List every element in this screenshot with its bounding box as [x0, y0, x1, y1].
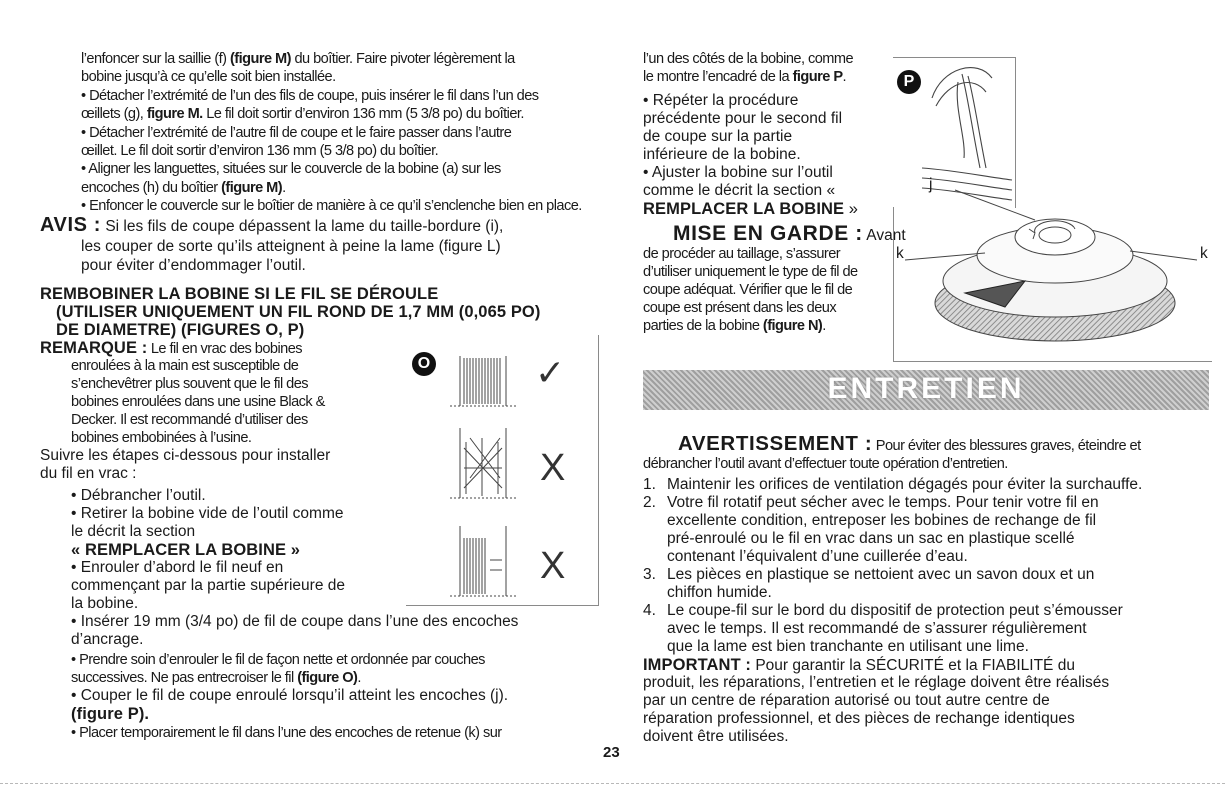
mise-line-4: coupe adéquat. Vérifier que le fil de: [643, 282, 853, 298]
avertissement-text: Pour éviter des blessures graves, éteindre et: [872, 438, 1141, 454]
figure-o-spool-diagrams: [430, 338, 600, 604]
mise-line-2: de procéder au taillage, s’assurer: [643, 246, 841, 262]
avis-text: Si les fils de coupe dépassent la lame du taille-bordure (i),: [101, 218, 504, 235]
figure-ref: figure P: [792, 69, 843, 86]
right-step-3: de coupe sur la partie: [643, 128, 793, 145]
step-enrouler: • Enrouler d’abord le fil neuf en: [71, 559, 284, 576]
figure-ref: figure M.: [146, 106, 203, 123]
remplacer-text: REMPLACER LA BOBINE: [643, 200, 845, 218]
mise-en-garde-text: Avant: [862, 227, 906, 244]
text-segment: bobine jusqu’à ce qu’elle soit bien installée.: [81, 69, 336, 86]
step-retirer-2: le décrit la section: [71, 523, 196, 540]
successives-text: successives. Ne pas entrecroiser le fil: [71, 670, 298, 686]
remarque-line-1: [40, 339, 302, 358]
maint-item-4-line-2: avec le temps. Il est recommandé de s’assurer régulièrement: [667, 620, 1087, 637]
important-line-4: réparation professionnel, et des pièces de rechange identiques: [643, 710, 1075, 727]
entretien-title: ENTRETIEN: [827, 372, 1025, 405]
item-text: Votre fil rotatif peut sécher avec le temps. Pour tenir votre fil en: [667, 494, 1099, 511]
bottom-border-line: [0, 783, 1225, 784]
remplacer-close: »: [844, 200, 859, 218]
mise-en-garde-label: MISE EN GARDE :: [673, 222, 863, 245]
label-k-left: k: [896, 245, 904, 262]
item-text: Le coupe-fil sur le bord du dispositif de protection peut s’émousser: [667, 602, 1123, 619]
item-number: 2.: [643, 494, 656, 511]
maint-item-2-line-4: contenant l’équivalent d’une cuillerée d’eau.: [667, 548, 968, 565]
text-segment: .: [842, 69, 847, 86]
text-segment: • Aligner les languettes, situées sur le couvercle de la bobine (a) sur les: [81, 161, 501, 178]
avertissement-line-1: [678, 432, 1141, 456]
figure-n-spool-diagram: [905, 185, 1200, 345]
item-number: 3.: [643, 566, 656, 583]
x-mark-1: X: [540, 447, 566, 489]
right-step-6: comme le décrit la section «: [643, 182, 836, 199]
figure-ref: (figure M): [229, 51, 291, 67]
maint-item-1: [643, 476, 1142, 494]
important-line-5: doivent être utilisées.: [643, 728, 789, 745]
check-mark: ✓: [535, 352, 566, 393]
right-step-2: précédente pour le second fil: [643, 110, 843, 127]
mise-last-text: parties de la bobine: [643, 318, 763, 334]
mise-last-end: .: [822, 318, 826, 334]
remarque-line-5: Decker. Il est recommandé d’utiliser des: [71, 412, 308, 428]
text-segment: œillet. Le fil doit sortir d’environ 136 mm (5 3/8 po) du boîtier.: [81, 143, 439, 160]
important-text: Pour garantir la SÉCURITÉ et la FIABILITÉ du: [751, 657, 1075, 674]
right-ref-remplacer: [643, 200, 858, 219]
text-segment: Le fil doit sortir d’environ 136 mm (5 3/8 po) du boîtier.: [202, 106, 524, 123]
suivre-line-1: Suivre les étapes ci-dessous pour installer: [40, 447, 331, 464]
text-line: [81, 197, 582, 215]
intro-paragraph: [81, 50, 582, 216]
spool-crossed: [450, 428, 516, 498]
x-mark-2: X: [540, 545, 566, 587]
text-line: [81, 179, 582, 197]
remarque-label: REMARQUE :: [40, 339, 148, 357]
item-number: 4.: [643, 602, 656, 619]
spool-uneven: [450, 526, 516, 596]
figure-n-ref: (figure N): [762, 318, 823, 334]
figure-p-badge: P: [897, 70, 921, 94]
spool-correct: [450, 356, 516, 406]
item-text: Les pièces en plastique se nettoient avec un savon doux et un: [667, 566, 1095, 583]
text-line: [81, 50, 582, 68]
avis-line-1: [40, 216, 503, 236]
mise-line-6: [643, 317, 826, 335]
remarque-line-4: bobines enroulées dans une usine Black &: [71, 394, 325, 410]
figure-p-spool-notch-diagram: [922, 58, 1014, 206]
text-line: [643, 68, 853, 86]
mise-line-5: coupe est présent dans les deux: [643, 300, 837, 316]
section-heading-3: DE DIAMETRE) (FIGURES O, P): [56, 321, 305, 339]
avis-line-3: pour éviter d’endommager l’outil.: [81, 257, 306, 274]
text-segment: • Détacher l’extrémité de l’autre fil de coupe et le faire passer dans l’autre: [81, 124, 512, 141]
ref-remplacer-bobine: « REMPLACER LA BOBINE »: [71, 541, 301, 559]
avertissement-label: AVERTISSEMENT :: [678, 432, 873, 455]
important-label: IMPORTANT :: [643, 656, 752, 674]
text-line: [81, 142, 582, 160]
text-line: [81, 68, 582, 86]
right-step-4: inférieure de la bobine.: [643, 146, 801, 163]
text-segment: • Enfoncer le couvercle sur le boîtier de manière à ce qu’il s’enclenche bien en place.: [81, 198, 582, 215]
label-k-right: k: [1200, 245, 1208, 262]
maint-item-3: [643, 566, 1094, 584]
important-line-1: [643, 656, 1075, 675]
figure-p-ref: (figure P).: [71, 705, 150, 723]
text-segment: du boîtier. Faire pivoter légèrement la: [290, 51, 515, 67]
text-segment: l’enfoncer sur la saillie (f): [81, 51, 230, 67]
text-line: [643, 50, 853, 68]
text-segment: œillets (g),: [81, 106, 147, 123]
label-j: j: [929, 176, 933, 193]
step-placer: • Placer temporairement le fil dans l’une des encoches de retenue (k) sur: [71, 725, 502, 741]
right-step-1: • Répéter la procédure: [643, 92, 799, 109]
step-retirer: • Retirer la bobine vide de l’outil comme: [71, 505, 344, 522]
item-text: Maintenir les orifices de ventilation dégagés pour éviter la surchauffe.: [667, 476, 1143, 493]
step-prendre: • Prendre soin d’enrouler le fil de façon nette et ordonnée par couches: [71, 652, 485, 668]
important-line-2: produit, les réparations, l’entretien et le réglage doivent être réalisés: [643, 674, 1110, 691]
text-line: [81, 160, 582, 178]
step-inserer: • Insérer 19 mm (3/4 po) de fil de coupe dans l’une des encoches: [71, 613, 519, 630]
text-segment: l’un des côtés de la bobine, comme: [643, 51, 854, 67]
mise-line-3: d’utiliser uniquement le type de fil de: [643, 264, 858, 280]
figure-o-badge: O: [412, 352, 436, 376]
right-step-5: • Ajuster la bobine sur l’outil: [643, 164, 833, 181]
remarque-line-3: s’enchevêtrer plus souvent que le fil des: [71, 376, 309, 392]
maint-item-4-line-3: que la lame est bien tranchante en utilisant une lime.: [667, 638, 1029, 655]
avis-label: AVIS :: [40, 214, 102, 236]
text-segment: le montre l’encadré de la: [643, 69, 793, 86]
figure-ref: (figure M): [221, 179, 283, 196]
successives-end: .: [357, 670, 361, 686]
item-number: 1.: [643, 476, 656, 493]
maint-item-2-line-3: pré-enroulé ou le fil en vrac dans un sac en plastique scellé: [667, 530, 1075, 547]
maint-item-3-line-2: chiffon humide.: [667, 584, 772, 601]
text-segment: • Détacher l’extrémité de l’un des fils de coupe, puis insérer le fil dans l’un des: [81, 87, 539, 104]
step-successives: [71, 669, 361, 687]
avertissement-line-2: débrancher l’outil avant d’effectuer toute opération d’entretien.: [643, 456, 1008, 472]
page-number: 23: [603, 744, 620, 761]
remarque-text: Le fil en vrac des bobines: [147, 341, 303, 357]
right-col-intro: [643, 50, 853, 87]
text-line: [81, 87, 582, 105]
maint-item-2-line-2: excellente condition, entreposer les bobines de rechange de fil: [667, 512, 1097, 529]
section-heading-1: REMBOBINER LA BOBINE SI LE FIL SE DÉROULE: [40, 285, 439, 303]
step-couper: • Couper le fil de coupe enroulé lorsqu’il atteint les encoches (j).: [71, 687, 509, 704]
suivre-line-2: du fil en vrac :: [40, 465, 137, 482]
maint-item-2: [643, 494, 1099, 512]
step-enrouler-3: la bobine.: [71, 595, 139, 612]
remarque-line-2: enroulées à la main est susceptible de: [71, 358, 299, 374]
maint-item-4: [643, 602, 1123, 620]
text-line: [81, 124, 582, 142]
section-heading-2: (UTILISER UNIQUEMENT UN FIL ROND DE 1,7 MM (0,065 PO): [56, 303, 541, 321]
mise-en-garde-line-1: [673, 222, 906, 246]
text-line: [81, 105, 582, 123]
text-segment: encoches (h) du boîtier: [81, 179, 222, 196]
figure-o-ref: (figure O): [297, 670, 358, 686]
step-enrouler-2: commençant par la partie supérieure de: [71, 577, 345, 594]
step-debrancher: • Débrancher l’outil.: [71, 487, 206, 504]
avis-line-2: les couper de sorte qu’ils atteignent à peine la lame (figure L): [81, 238, 501, 255]
important-line-3: par un centre de réparation autorisé ou tout autre centre de: [643, 692, 1050, 709]
remarque-line-6: bobines embobinées à l’usine.: [71, 430, 252, 446]
step-inserer-2: d’ancrage.: [71, 631, 144, 648]
text-segment: .: [282, 179, 286, 196]
